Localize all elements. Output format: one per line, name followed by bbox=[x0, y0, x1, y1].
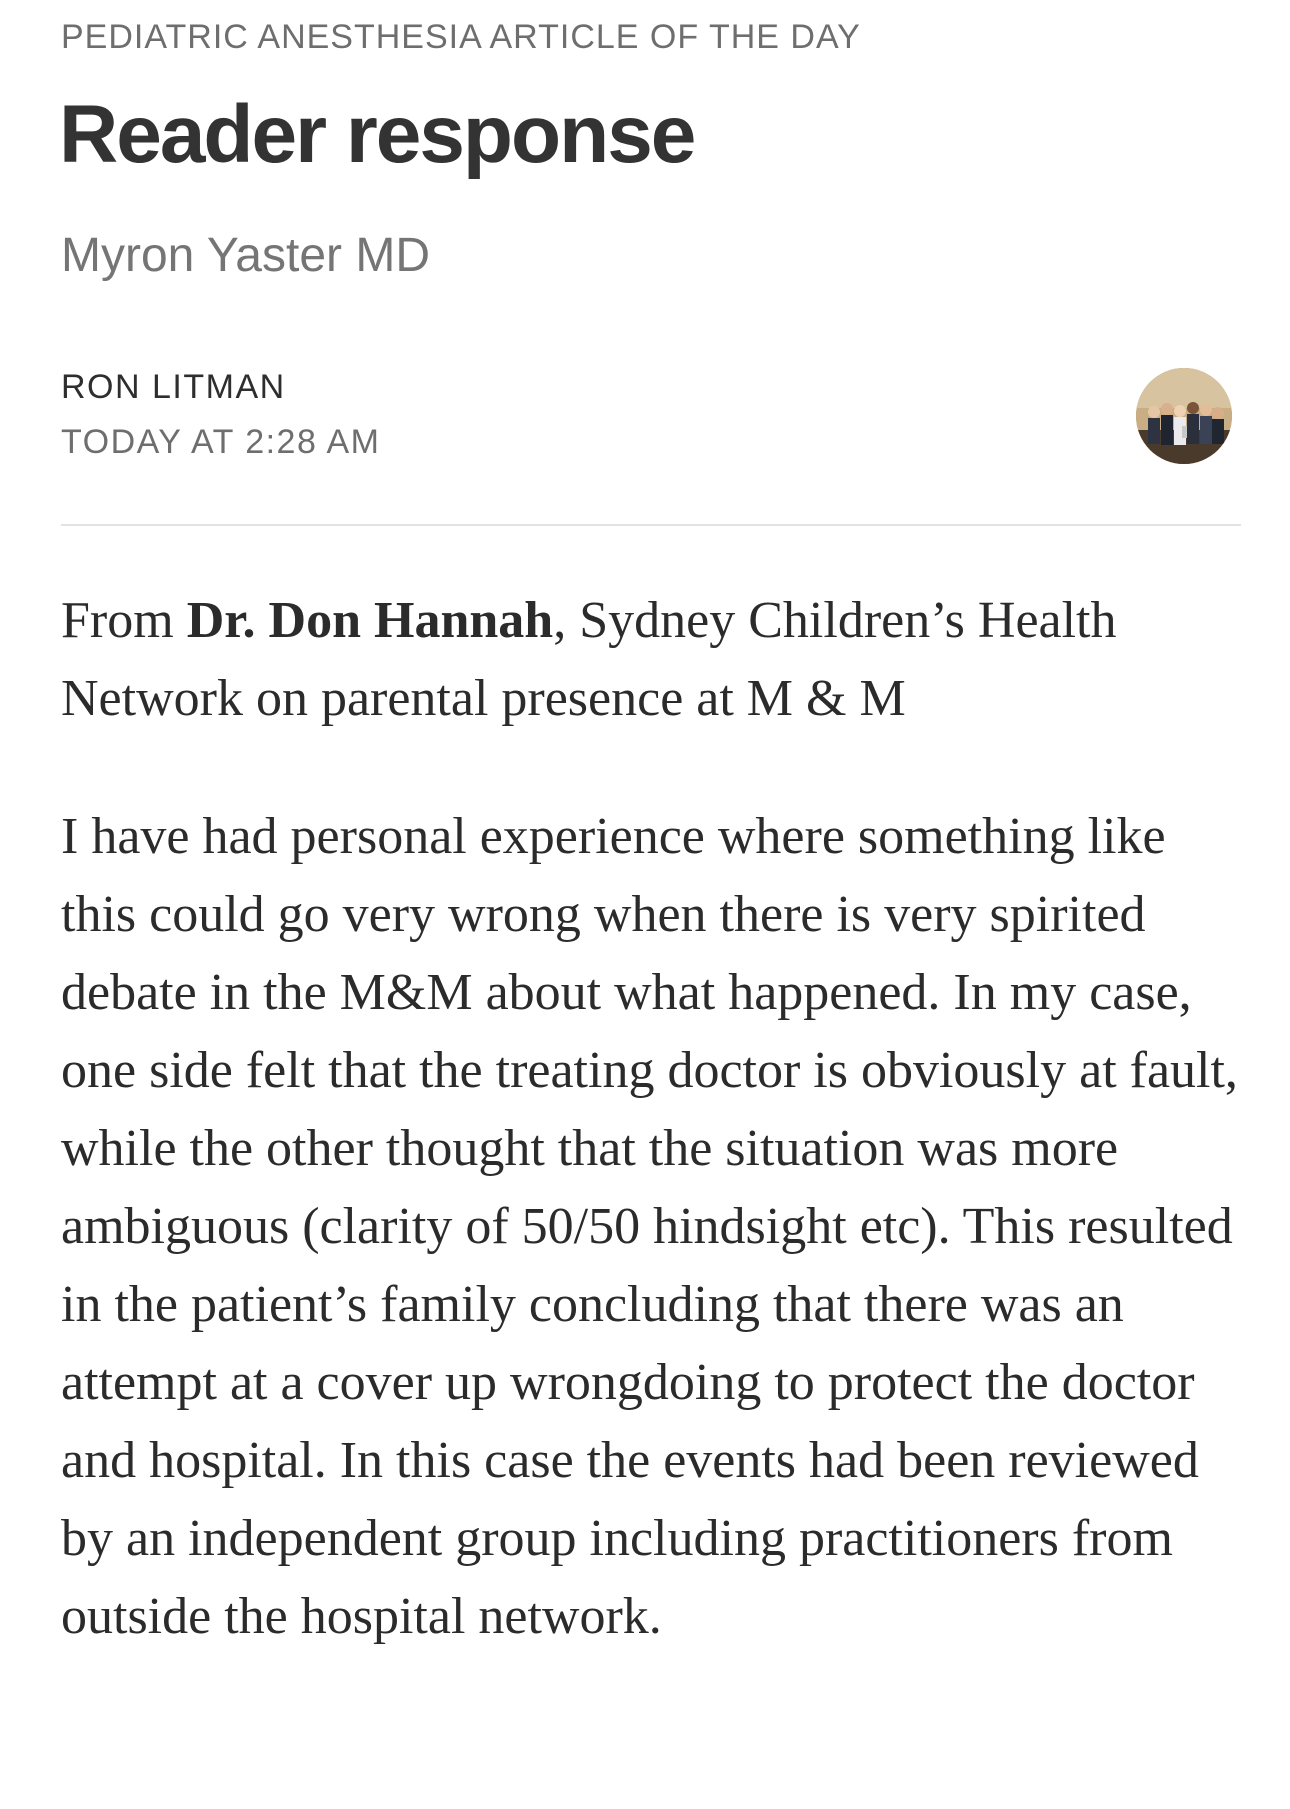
article-paragraph: I have had personal experience where something like this could go very wrong when there is very spirited debate in the M&M about what happened. In my case, one side felt that the treating doctor is obviously at fault, while the other thought that the situation was more ambiguous (clarity of 50/50 hindsight etc). This resulted in the patient’s family concluding that there was an attempt at a cover up wrongdoing to protect the doctor and hospital. In this case the events had been reviewed by an independent group including practitioners from outside the hospital network. bbox=[61, 808, 1238, 1645]
author-name[interactable]: RON LITMAN bbox=[61, 368, 286, 406]
author-avatar[interactable] bbox=[1136, 368, 1232, 464]
article-intro bbox=[61, 582, 1241, 738]
group-photo-avatar-icon bbox=[1136, 368, 1232, 464]
intro-prefix: From bbox=[61, 592, 187, 649]
publication-kicker[interactable]: PEDIATRIC ANESTHESIA ARTICLE OF THE DAY bbox=[61, 18, 861, 56]
publish-timestamp: TODAY AT 2:28 AM bbox=[61, 423, 381, 461]
section-divider bbox=[61, 524, 1241, 526]
article-title: Reader response bbox=[59, 89, 695, 180]
article-subtitle: Myron Yaster MD bbox=[61, 229, 430, 282]
intro-author-name: Dr. Don Hannah bbox=[186, 592, 554, 649]
intro-suffix: , Sydney Children’s Health Network on parental presence at M & M bbox=[61, 592, 1117, 727]
